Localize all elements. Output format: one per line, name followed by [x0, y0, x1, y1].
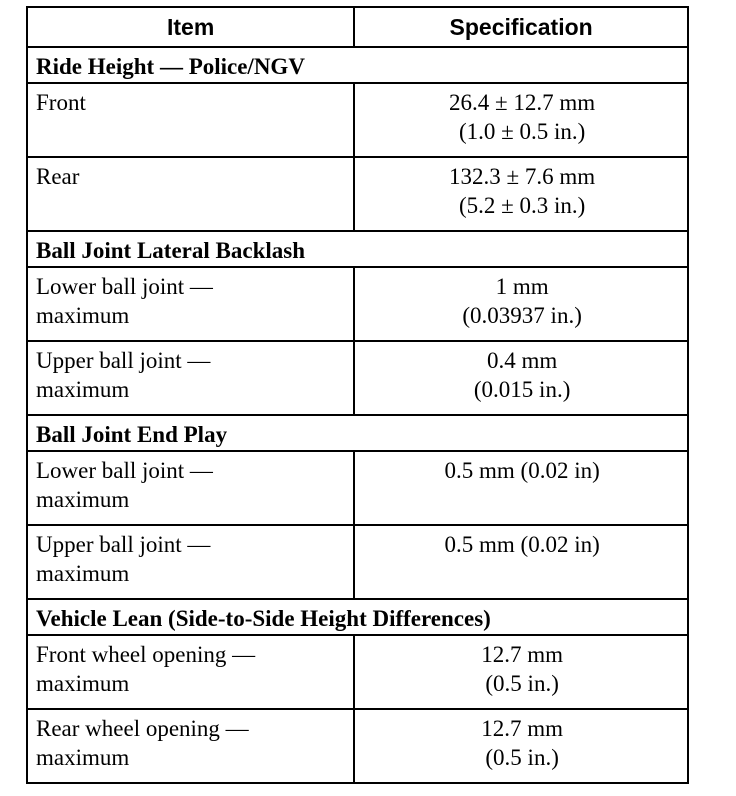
- section-header-row: [27, 415, 688, 451]
- section-header-row: [27, 231, 688, 267]
- table-row: [27, 451, 688, 525]
- spec-value: 0.5 mm (0.02 in): [444, 532, 600, 557]
- spec-cell: [354, 157, 688, 231]
- spec-cell: [354, 709, 688, 783]
- item-text: Rear: [36, 164, 80, 189]
- item-text: Lower ball joint —: [36, 458, 213, 483]
- spec-metric: 12.7 mm: [481, 716, 564, 741]
- section-title: Ride Height — Police/NGV: [27, 47, 688, 83]
- table-row: [27, 267, 688, 341]
- spec-imperial: (1.0 ± 0.5 in.): [458, 119, 586, 144]
- item-cell: [27, 267, 354, 341]
- section-title: Ball Joint End Play: [27, 415, 688, 451]
- item-text: maximum: [36, 377, 130, 402]
- item-text: maximum: [36, 561, 130, 586]
- item-column-header: Item: [27, 7, 354, 47]
- spec-metric: 0.4 mm: [486, 348, 558, 373]
- table-row: [27, 157, 688, 231]
- spec-imperial: (0.5 in.): [485, 745, 559, 770]
- header-row: [27, 7, 688, 47]
- specification-column-header: Specification: [354, 7, 688, 47]
- spec-cell: [354, 635, 688, 709]
- item-text: maximum: [36, 303, 130, 328]
- spec-metric: 1 mm: [495, 274, 549, 299]
- spec-cell: [354, 83, 688, 157]
- item-text: maximum: [36, 487, 130, 512]
- item-text: Front wheel opening —: [36, 642, 256, 667]
- table-row: [27, 709, 688, 783]
- item-cell: [27, 83, 354, 157]
- spec-metric: 132.3 ± 7.6 mm: [449, 164, 596, 189]
- spec-cell: [354, 451, 688, 525]
- item-text: Upper ball joint —: [36, 348, 211, 373]
- spec-imperial: (5.2 ± 0.3 in.): [458, 193, 586, 218]
- table-row: [27, 525, 688, 599]
- spec-value: 0.5 mm (0.02 in): [444, 458, 600, 483]
- spec-imperial: (0.015 in.): [473, 377, 571, 402]
- spec-cell: [354, 525, 688, 599]
- item-cell: [27, 709, 354, 783]
- spec-imperial: (0.5 in.): [485, 671, 559, 696]
- specification-table: [26, 6, 689, 784]
- item-cell: [27, 635, 354, 709]
- item-text: Rear wheel opening —: [36, 716, 249, 741]
- section-title: Vehicle Lean (Side-to-Side Height Differences): [27, 599, 688, 635]
- section-title: Ball Joint Lateral Backlash: [27, 231, 688, 267]
- section-header-row: [27, 599, 688, 635]
- item-text: Lower ball joint —: [36, 274, 213, 299]
- item-cell: [27, 451, 354, 525]
- table-row: [27, 635, 688, 709]
- section-header-row: [27, 47, 688, 83]
- table-row: [27, 341, 688, 415]
- item-text: maximum: [36, 745, 130, 770]
- item-text: Upper ball joint —: [36, 532, 211, 557]
- table-row: [27, 83, 688, 157]
- item-text: maximum: [36, 671, 130, 696]
- spec-metric: 12.7 mm: [481, 642, 564, 667]
- spec-imperial: (0.03937 in.): [462, 303, 582, 328]
- spec-cell: [354, 267, 688, 341]
- spec-metric: 26.4 ± 12.7 mm: [449, 90, 596, 115]
- item-cell: [27, 341, 354, 415]
- item-cell: [27, 157, 354, 231]
- item-text: Front: [36, 90, 86, 115]
- spec-cell: [354, 341, 688, 415]
- item-cell: [27, 525, 354, 599]
